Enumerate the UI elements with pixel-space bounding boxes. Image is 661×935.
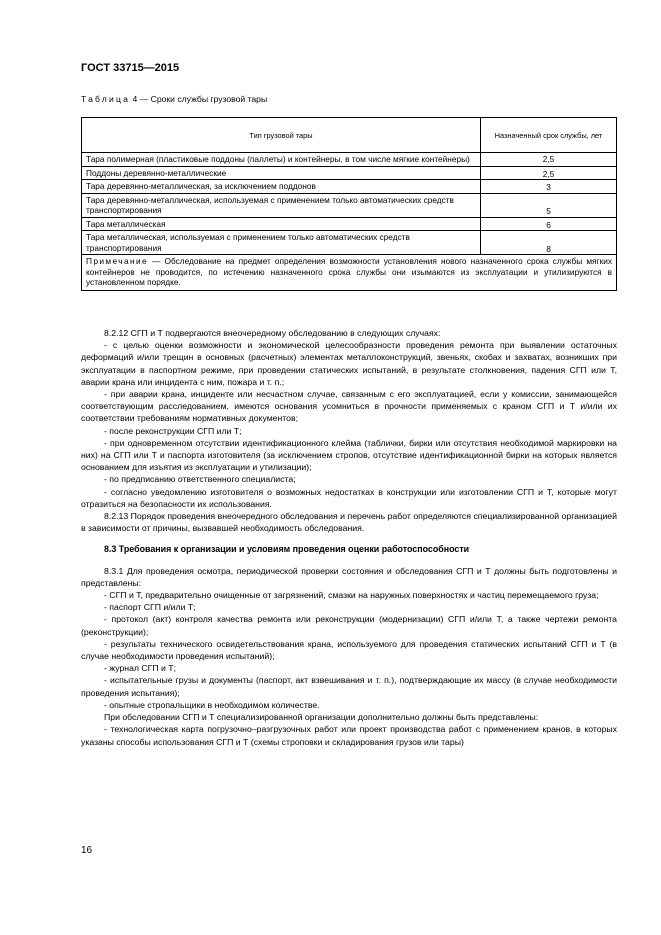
- row-term-cell: 6: [481, 217, 617, 231]
- row-term-cell: 5: [481, 193, 617, 217]
- row-type-cell: Тара деревянно-металлическая, за исключением поддонов: [82, 180, 481, 194]
- list-item: - испытательные грузы и документы (паспорт, акт взвешивания и т. п.), подтверждающие их массу (в случае необходимости проведения испытания);: [81, 675, 617, 698]
- column-header-type: Тип грузовой тары: [82, 118, 481, 153]
- document-header: ГОСТ 33715—2015: [81, 62, 180, 74]
- paragraph: 8.2.12 СГП и Т подвергаются внеочередному обследованию в следующих случаях:: [104, 328, 441, 338]
- row-type-cell: Поддоны деревянно-металлические: [82, 166, 481, 180]
- table-row: [82, 217, 617, 231]
- list-item: - согласно уведомлению изготовителя о возможных недостатках в конструкции или изготовлении СГП и Т, которые могут отразиться на безопасности их использования.: [81, 486, 617, 509]
- list-item: - с целью оценки возможности и экономической целесообразности проведения ремонта при выявлении остаточных деформаций и/или трещин в основных (расчетных) элементах металлоконструкций, звеньях, скобах и захватах, возникших при эксплуатации в паспортном режиме, при проведении статических испытаний, в результате столкновения, падения СГП или Т, аварии крана или инцидента с ним, пожара и т. п.;: [81, 340, 617, 387]
- row-type-cell: Тара металлическая: [82, 217, 481, 231]
- list-item: - технологическая карта погрузочно–разгрузочных работ или проект производства работ с применением кранов, в которых указаны способы использования СГП и Т (схемы строповки и складирования грузов или тары): [81, 724, 617, 747]
- list-item: - при одновременном отсутствии идентификационного клейма (таблички, бирки или отсутствия необходимой маркировки на них) на СГП или Т и паспорта изготовителя (за исключением стропов, отсутствие идентификационной бирки на которых является основанием для изъятия из эксплуатации и утилизации);: [81, 437, 617, 473]
- table-row: [82, 153, 617, 167]
- table-header-row: [82, 118, 617, 153]
- row-term-cell: 2,5: [481, 166, 617, 180]
- paragraph: При обследовании СГП и Т специализированной организации дополнительно должны быть представлены:: [104, 712, 539, 723]
- table-note: [82, 255, 617, 291]
- page-number: 16: [81, 845, 93, 856]
- list-item: - журнал СГП и Т;: [104, 663, 177, 674]
- row-term-cell: 8: [481, 231, 617, 255]
- list-item: - СГП и Т, предварительно очищенные от загрязнений, смазки на наружных поверхностях и частиц перемещаемого груза;: [104, 590, 599, 601]
- table-row: [82, 193, 617, 217]
- list-item: - после реконструкции СГП или Т;: [104, 425, 242, 436]
- note-label: Примечание: [86, 256, 149, 266]
- row-type-cell: Тара полимерная (пластиковые поддоны (паллеты) и контейнеры, в том числе мягкие контейнеры): [82, 153, 481, 167]
- paragraph: 8.2.13 Порядок проведения внеочередного обследования и перечень работ определяются специализированной организацией в зависимости от причины, вызвавшей необходимость обследования.: [81, 511, 617, 534]
- table-caption-label: Таблица: [81, 94, 131, 104]
- list-item: - по предписанию ответственного специалиста;: [104, 474, 296, 485]
- table-row: [82, 166, 617, 180]
- list-item: - паспорт СГП и/или Т;: [104, 602, 196, 613]
- row-term-cell: 2,5: [481, 153, 617, 167]
- list-item: - при аварии крана, инциденте или несчастном случае, связанным с его эксплуатацией, если у комиссии, занимающейся соответствующим расследованием, имеются основания усомниться в прочности применяемых с краном СГП и Т и/или их соответствии требованиям нормативных документов;: [81, 389, 617, 424]
- service-life-table: [81, 117, 617, 291]
- list-item: - протокол (акт) контроля качества ремонта или реконструкции (модернизации) СГП и/или Т, а также чертежи ремонта (реконструкции);: [81, 614, 617, 637]
- table-caption-text: 4 — Сроки службы грузовой тары: [130, 94, 268, 104]
- body-text: [81, 327, 617, 748]
- table-row: [82, 180, 617, 194]
- list-item: - результаты технического освидетельствования крана, используемого для проведения статических испытаний СГП и Т (в случае необходимости проведения испытаний);: [81, 638, 617, 662]
- table-row: [82, 231, 617, 255]
- paragraph: 8.3.1 Для проведения осмотра, периодической проверки состояния и обследования СГП и Т должны быть подготовлены и представлены:: [81, 565, 617, 588]
- column-header-term: Назначенный срок службы, лет: [481, 118, 617, 153]
- section-heading: 8.3 Требования к организации и условиям проведения оценки работоспособности: [104, 544, 470, 555]
- row-type-cell: Тара металлическая, используемая с применением только автоматических средств транспортирования: [82, 231, 481, 255]
- note-text: — Обследование на предмет определения возможности установления нового назначенного срока службы мягких контейнеров не проводится, по истечению назначенного срока службы они изымаются из эксплуатации и утилизируются в установленном порядке.: [86, 256, 612, 287]
- table-note-row: [82, 255, 617, 291]
- row-term-cell: 3: [481, 180, 617, 194]
- list-item: - опытные стропальщики в необходимом количестве.: [104, 699, 320, 710]
- row-type-cell: Тара деревянно-металлическая, используемая с применением только автоматических средств транспортирования: [82, 193, 481, 217]
- table-caption: [81, 94, 267, 104]
